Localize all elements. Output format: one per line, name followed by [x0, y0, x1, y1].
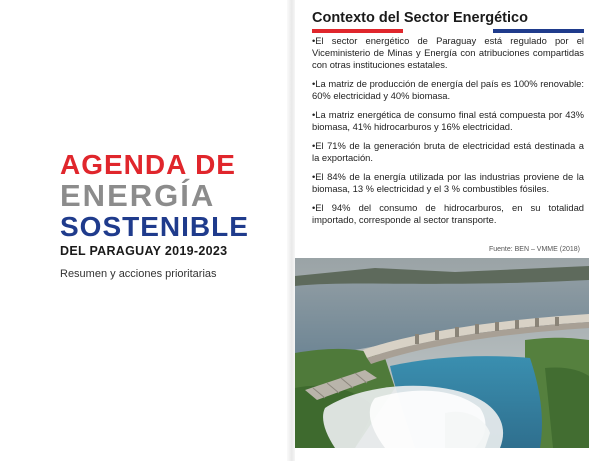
context-bullet: •El 94% del consumo de hidrocarburos, en su totalidad importado, corresponde al sector transporte. [312, 201, 584, 225]
context-bullet: •El sector energético de Paraguay está regulado por el Viceministerio de Minas y Energía con atribuciones compartidas con otras instituciones estatales. [312, 35, 584, 71]
flag-rule-red [312, 29, 403, 33]
cover-title-block [60, 150, 290, 280]
cover-title-line-4: DEL PARAGUAY 2019-2023 [60, 244, 228, 258]
context-bullet: •La matriz energética de consumo final está compuesta por 43% biomasa, 41% hidrocarburos y 16% electricidad. [312, 109, 584, 133]
context-header [312, 10, 584, 33]
context-bullet-list [312, 35, 584, 233]
flag-rule-white [403, 29, 494, 33]
dam-photo [295, 258, 589, 448]
context-title: Contexto del Sector Energético [312, 10, 528, 26]
cover-subtitle: Resumen y acciones prioritarias [60, 268, 217, 280]
context-bullet: •El 71% de la generación bruta de electricidad está destinada a la exportación. [312, 139, 584, 164]
cover-title-line-2: ENERGÍA [60, 178, 216, 213]
source-note: Fuente: BEN – VMME (2018) [488, 246, 580, 253]
cover-title-line-3: SOSTENIBLE [60, 211, 249, 242]
context-bullet: •La matriz de producción de energía del país es 100% renovable: 60% electricidad y 40% biomasa. [312, 78, 584, 102]
context-bullet: •El 84% de la energía utilizada por las industrias proviene de la biomasa, 13 % electricidad y el 3 % combustibles fósiles. [312, 170, 584, 195]
flag-rule-blue [493, 29, 584, 33]
cover-title-line-1: AGENDA DE [60, 149, 236, 180]
flag-rule [312, 29, 584, 33]
